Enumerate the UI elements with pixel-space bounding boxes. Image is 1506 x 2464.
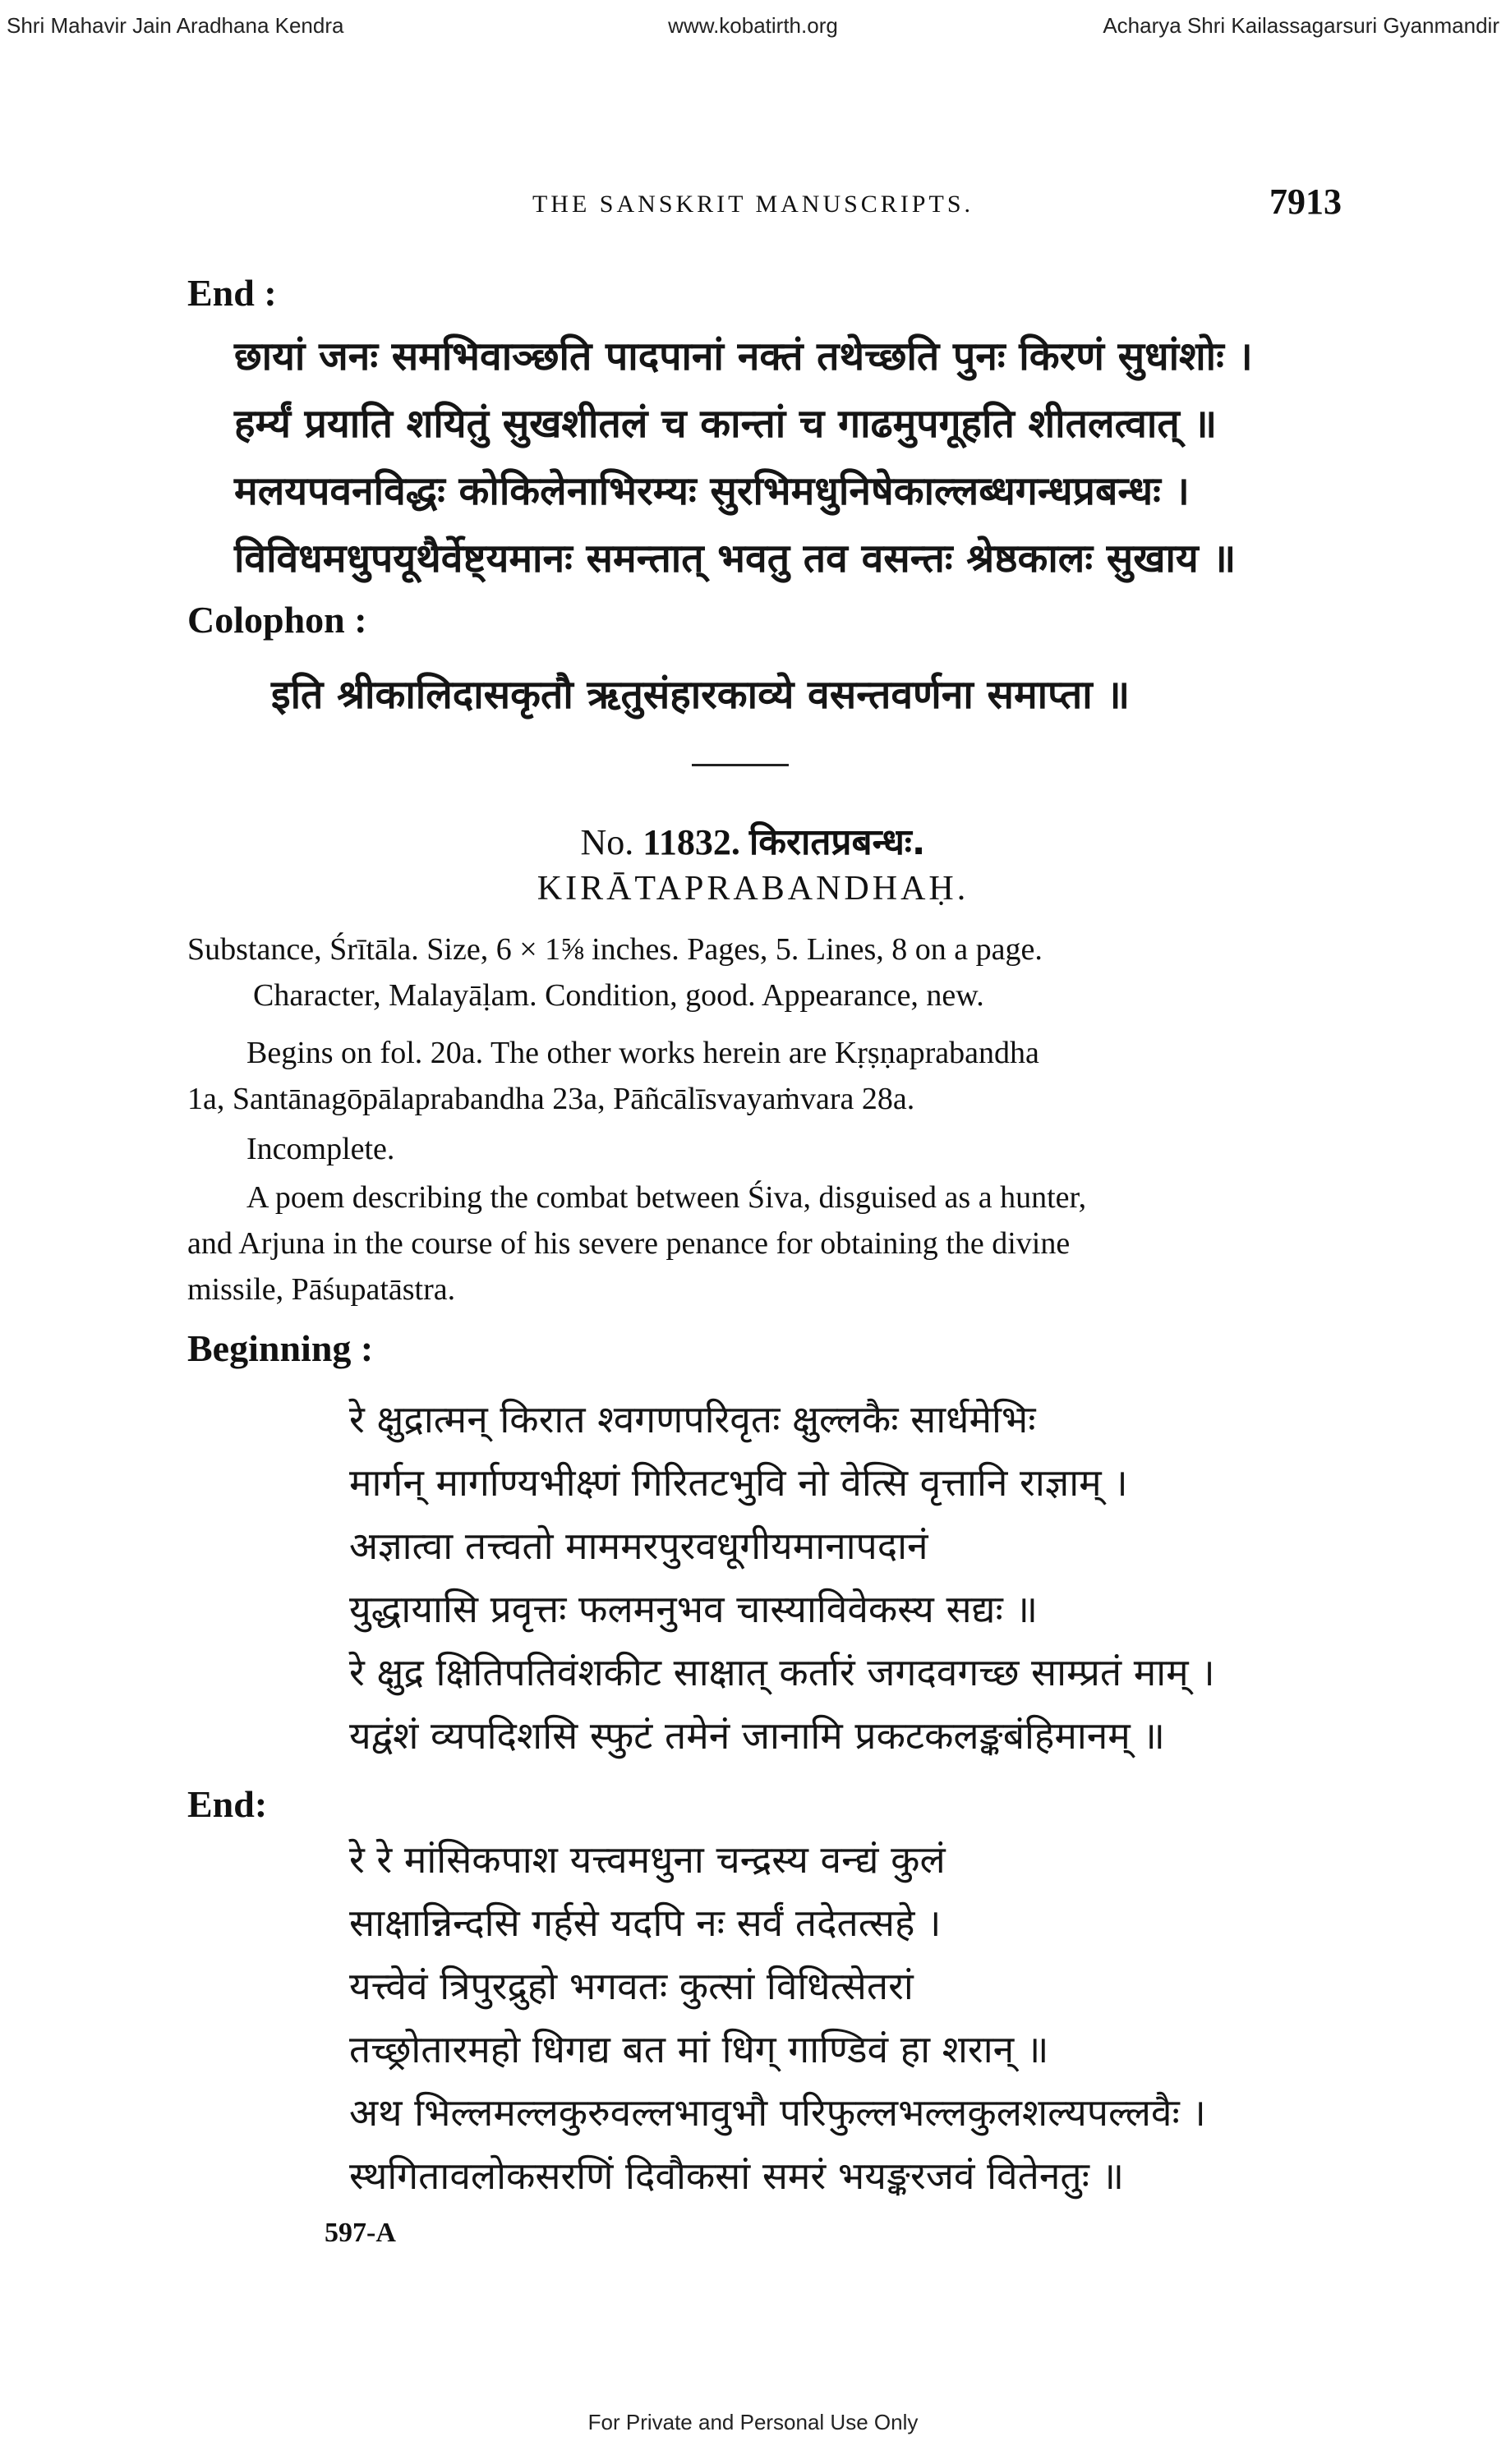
site-header-left: Shri Mahavir Jain Aradhana Kendra: [7, 13, 344, 38]
summary-line-1: A poem describing the combat between Śiva, disguised as a hunter,: [246, 1180, 1087, 1215]
beginning-line-6: यद्वंशं व्यपदिशसि स्फुटं तमेनं जानामि प्रकटकलङ्कबंहिमानम् ॥: [349, 1713, 1165, 1758]
page-number: 7913: [1269, 182, 1342, 222]
prev-end-line-3: मलयपवनविद्धः कोकिलेनाभिरम्यः सुरभिमधुनिषेकाल्लब्धगन्धप्रबन्धः ।: [234, 468, 1190, 514]
summary-line-3: missile, Pāśupatāstra.: [187, 1272, 456, 1307]
beginning-line-1: रे क्षुद्रात्मन् किरात श्वगणपरिवृतः क्षुल्लकैः सार्धमेभिः: [349, 1397, 1036, 1441]
entry-number: [0, 816, 1506, 865]
beginning-line-4: युद्धायासि प्रवृत्तः फलमनुभव चास्याविवेकस्य सद्यः ॥: [349, 1587, 1038, 1631]
colophon-line: इति श्रीकालिदासकृतौ ऋतुसंहारकाव्ये वसन्तवर्णना समाप्ता ॥: [271, 672, 1131, 718]
site-header-center: www.kobatirth.org: [668, 13, 838, 38]
entry-title-roman: KIRĀTAPRABANDHAḤ.: [537, 870, 969, 908]
prev-end-label: End :: [187, 272, 277, 314]
page-footer: For Private and Personal Use Only: [587, 2410, 919, 2434]
colophon-label: Colophon :: [187, 599, 367, 641]
summary-line-2: and Arjuna in the course of his severe penance for obtaining the divine: [187, 1226, 1071, 1261]
desc-line-2: Character, Malayāḷam. Condition, good. Appearance, new.: [253, 978, 984, 1013]
beginning-line-3: अज्ञात्वा तत्त्वतो माममरपुरवधूगीयमानापदानं: [349, 1524, 928, 1568]
end-line-4: तच्छ्रोतारमहो धिगद्य बत मां धिग् गाण्डिवं हा शरान् ॥: [349, 2027, 1049, 2071]
begins-line-1: Begins on fol. 20a. The other works herein are Kṛṣṇaprabandha: [246, 1036, 1039, 1070]
beginning-line-5: रे क्षुद्र क्षितिपतिवंशकीट साक्षात् कर्तारं जगदवगच्छ साम्प्रतं माम् ।: [349, 1650, 1215, 1694]
entry-number-prefix: No.: [580, 822, 634, 862]
site-header-right: Acharya Shri Kailassagarsuri Gyanmandir: [1103, 13, 1499, 38]
begins-line-2: 1a, Santānagōpālaprabandha 23a, Pāñcālīsvayaṁvara 28a.: [187, 1082, 915, 1116]
section-divider: [692, 764, 789, 766]
end-line-3: यत्त्वेवं त्रिपुरद्रुहो भगवतः कुत्सां विधित्सेतरां: [349, 1964, 914, 2008]
end-line-2: साक्षान्निन्दसि गर्हसे यदपि नः सर्वं तदेतत्सहे ।: [349, 1901, 942, 1945]
beginning-label: Beginning :: [187, 1327, 374, 1369]
prev-end-line-1: छायां जनः समभिवाञ्छति पादपानां नक्तं तथेच्छति पुनः किरणं सुधांशोः ।: [234, 333, 1253, 379]
entry-title-devanagari: किरातप्रबन्धः.: [748, 821, 926, 863]
prev-end-line-4: विविधमधुपयूथैर्वेष्ट्यमानः समन्तात् भवतु तव वसन्तः श्रेष्ठकालः सुखाय ॥: [234, 536, 1237, 582]
beginning-line-2: मार्गन् मार्गाण्यभीक्ष्णं गिरितटभुवि नो वेत्सि वृत्तानि राज्ञाम् ।: [349, 1460, 1128, 1505]
running-head: THE SANSKRIT MANUSCRIPTS.: [532, 191, 974, 218]
entry-number-value: 11832.: [642, 822, 740, 862]
prev-end-line-2: हर्म्यं प्रयाति शयितुं सुखशीतलं च कान्तां च गाढमुपगूहति शीतलत्वात् ॥: [234, 401, 1218, 447]
desc-line-1: Substance, Śrītāla. Size, 6 × 1⅝ inches. Pages, 5. Lines, 8 on a page.: [187, 932, 1043, 967]
end-label: End:: [187, 1783, 268, 1825]
end-line-1: रे रे मांसिकपाश यत्त्वमधुना चन्द्रस्य वन्द्यं कुलं: [349, 1837, 946, 1882]
incomplete-note: Incomplete.: [246, 1132, 395, 1166]
signature-mark: 597-A: [325, 2218, 396, 2248]
end-line-5: अथ भिल्लमल्लकुरुवल्लभावुभौ परिफुल्लभल्लकुलशल्यपल्लवैः ।: [349, 2090, 1206, 2135]
site-header-bar: [0, 0, 1506, 57]
end-line-6: स्थगितावलोकसरणिं दिवौकसां समरं भयङ्करजवं वितेनतुः ॥: [349, 2154, 1125, 2198]
